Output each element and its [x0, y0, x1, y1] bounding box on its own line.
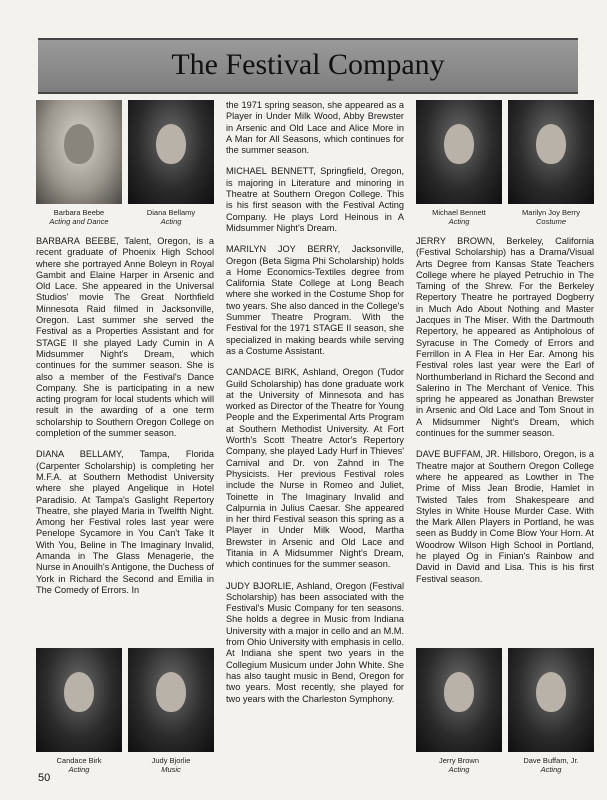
column-middle	[226, 100, 404, 705]
photo-row	[416, 100, 594, 226]
portrait-photo	[128, 648, 214, 752]
caption-role: Acting	[540, 765, 562, 774]
caption-name: Barbara Beebe	[53, 208, 105, 217]
caption-name: Michael Bennett	[432, 208, 486, 217]
caption-role: Acting	[448, 765, 470, 774]
bio-paragraph: MARILYN JOY BERRY, Jacksonville, Oregon (Beta Sigma Phi Scholarship) holds a Home Economics-Textiles degree from California State College at Long Beach where she worked in the Costume Shop for two years. She also danced in the College's Summer Theatre Program. With the Festival for the 1971 STAGE II season, she specialized in making beards while serving as a Costume Assistant.	[226, 244, 404, 356]
photo-row-bottom-left	[36, 648, 214, 774]
bio-paragraph: BARBARA BEEBE, Talent, Oregon, is a recent graduate of Phoenix High School where she portrayed Anne Boleyn in Royal Gambit and Elaine Harper in Arsenic and Old Lace. She appeared in the Universal Studios' movie The Great Northfield Minnesota Raid filmed in Jacksonville, Oregon. Last summer she served the Festival as a Properties Assistant and for STAGE II she played Lady Cumin in A Midsummer Night's Dream, which continues for the summer season. She is also a member of the Festival's Dance Company. She is participating in a new acting program for local students which will result in the awarding of a one term scholarship to Southern Oregon College on completion of the summer season.	[36, 236, 214, 439]
bio-paragraph: the 1971 spring season, she appeared as a Player in Under Milk Wood, Abby Brewster in Arsenic and Old Lace and Alice More in A Man for All Seasons, which continues for the summer season.	[226, 100, 404, 156]
caption-role: Acting	[160, 217, 182, 226]
portrait-card	[508, 100, 594, 226]
caption-name: Marilyn Joy Berry	[522, 208, 580, 217]
portrait-card	[128, 648, 214, 774]
bio-paragraph: DAVE BUFFAM, JR. Hillsboro, Oregon, is a Theatre major at Southern Oregon College where he appeared as Lowther in The Prime of Miss Jean Brodie, Hamlet in Twisted Tales from Shakespeare and Styles in White House Murder Case. With the Mark Allen Players in Portland, he was seen as Buddy in Come Blow Your Horn. At Woodrow Wilson High School in Portland, he played Og in Finian's Rainbow and David in David and Lisa. This is his first Festival season.	[416, 449, 594, 584]
bio-paragraph: DIANA BELLAMY, Tampa, Florida (Carpenter Scholarship) is completing her M.F.A. at Southern Methodist University where she played Angelique in Hotel Paradisio. At Tampa's Gaslight Repertory Theatre, she played Maria in Twelfth Night. Among her Festival roles last year were Penelope Sycamore in You Can't Take It With You, Beline in The Imaginary Invalid, Amanda in The Glass Menagerie, the Nurse in Anouilh's Antigone, the Duchess of York in Richard the Second and Emilia in The Comedy of Errors. In	[36, 449, 214, 595]
portrait-card	[416, 100, 502, 226]
caption-role: Acting and Dance	[49, 217, 109, 226]
portrait-photo	[508, 100, 594, 204]
portrait-card	[128, 100, 214, 226]
caption-name: Jerry Brown	[438, 756, 479, 765]
caption-role: Music	[161, 765, 181, 774]
portrait-card	[36, 100, 122, 226]
bio-paragraph: JERRY BROWN, Berkeley, California (Festival Scholarship) has a Drama/Visual Arts Degree from Kansas State Teachers College where he played Petruchio in The Taming of the Shrew. For the Berkeley Repertory Theatre he portrayed Dogberry in Much Ado About Nothing and Master Jacques in The Miser. With the Dartmouth Repertory, he appeared as Antipholous of Syracuse in The Comedy of Errors and Ferrillon in A Flea in Her Ear. Among his Festival roles last year were the Earl of Northumberland in Richard the Second and Salerino in The Merchant of Venice. This spring he appeared as Jonathan Brewster in Arsenic and Old Lace and Tom Snout in A Midsummer Night's Dream, which continues for the summer season.	[416, 236, 594, 439]
portrait-card	[36, 648, 122, 774]
caption-name: Candace Birk	[56, 756, 102, 765]
portrait-photo	[508, 648, 594, 752]
column-right	[416, 100, 594, 585]
caption-role: Acting	[448, 217, 470, 226]
caption-name: Dave Buffam, Jr.	[523, 756, 579, 765]
page-title: The Festival Company	[171, 48, 445, 81]
caption-name: Judy Bjorlie	[151, 756, 191, 765]
portrait-photo	[416, 648, 502, 752]
caption-name: Diana Bellamy	[146, 208, 196, 217]
column-left	[36, 100, 214, 596]
page-number: 50	[38, 772, 51, 784]
bio-paragraph: JUDY BJORLIE, Ashland, Oregon (Festival Scholarship) has been associated with the Festival's Music Company for ten seasons. She holds a degree in Music from Indiana University with a major in cello and an M.M. from Ohio University with emphasis in cello. At Indiana she spent two years in the Collegium Musicum under John White. She has also taught music in Bend, Oregon for two years. Most recently, she played for two years with the Charleston Symphony.	[226, 580, 404, 704]
bio-paragraph: MICHAEL BENNETT, Springfield, Oregon, is majoring in Literature and minoring in Theatre at Southern Oregon College. This is his first season with the Festival Acting Company. He plays Lord Heinous in A Midsummer Night's Dream.	[226, 166, 404, 233]
section-header	[38, 38, 578, 94]
portrait-photo	[128, 100, 214, 204]
bio-paragraph: CANDACE BIRK, Ashland, Oregon (Tudor Guild Scholarship) has done graduate work at the University of Minnesota and has worked as Director of the Theatre for Young People and the Experimental Arts Program at Southern Methodist University. At Fort Worth's Scott Theatre Actor's Repertory Company, she played Lady Hurf in Thieves' Carnival and Dr. von Zahnd in The Physicists. Her previous Festival roles include the Nurse in Romeo and Juliet, Toinette in The Imaginary Invalid and Calpurnia in Julius Caesar. She appeared in her third Festival season this spring as a Player in Under Milk Wood, Martha Brewster in Arsenic and Old Lace and Titania in A Midsummer Night's Dream, which continues for the summer season.	[226, 367, 404, 570]
portrait-photo	[416, 100, 502, 204]
portrait-card	[508, 648, 594, 774]
photo-row-bottom-right	[416, 648, 594, 774]
caption-role: Acting	[68, 765, 90, 774]
caption-role: Costume	[535, 217, 566, 226]
portrait-photo	[36, 648, 122, 752]
portrait-card	[416, 648, 502, 774]
portrait-photo	[36, 100, 122, 204]
photo-row	[36, 100, 214, 226]
